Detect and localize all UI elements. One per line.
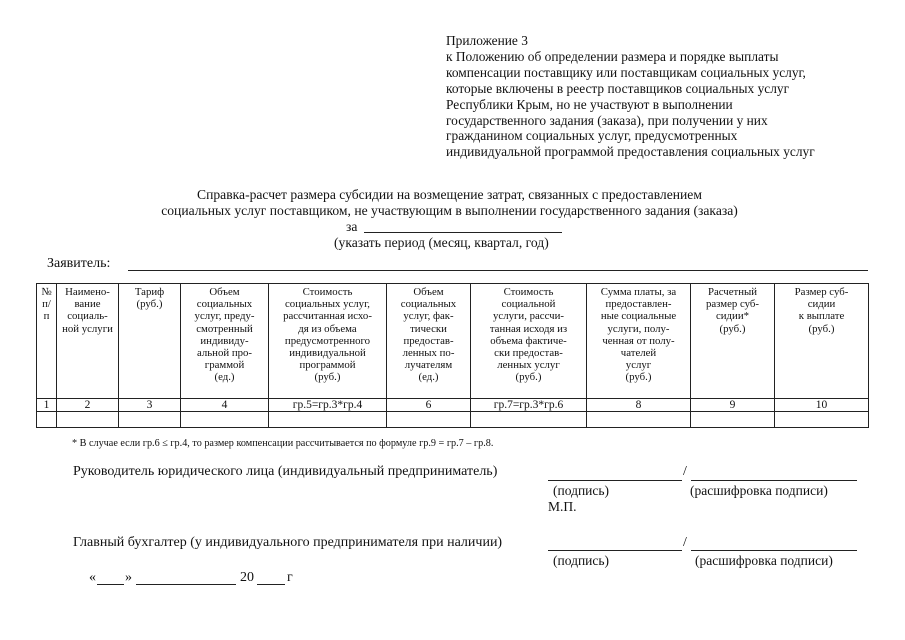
header-cell-planned-volume: Объем социальных услуг, преду- смотренный индивиду- альной про- граммой (ед.) [181, 284, 269, 399]
date-year-suffix: г [287, 570, 293, 585]
table-header-row [37, 284, 869, 399]
column-number: 6 [387, 399, 471, 412]
empty-cell[interactable] [57, 412, 119, 428]
appendix-line: компенсации поставщику или поставщикам социальных услуг, [446, 64, 806, 80]
empty-cell[interactable] [181, 412, 269, 428]
date-open-quote: « [89, 570, 96, 585]
date-day-field[interactable] [97, 584, 124, 585]
header-cell-service-name: Наимено- вание социаль- ной услуги [57, 284, 119, 399]
header-cell-estimated-subsidy: Расчетный размер суб- сидии* (руб.) [691, 284, 775, 399]
period-field[interactable] [364, 232, 562, 233]
empty-cell[interactable] [471, 412, 587, 428]
footnote: * В случае если гр.6 ≤ гр.4, то размер компенсации рассчитывается по формуле гр.9 = гр.7 – гр.8. [72, 438, 494, 449]
column-number: 2 [57, 399, 119, 412]
accountant-label: Главный бухгалтер (у индивидуального предпринимателя при наличии) [73, 535, 503, 550]
column-number: 10 [775, 399, 869, 412]
empty-cell[interactable] [775, 412, 869, 428]
date-year-prefix: 20 [240, 570, 254, 585]
appendix-line: к Положению об определении размера и порядке выплаты [446, 48, 779, 64]
header-cell-actual-volume: Объем социальных услуг, фак- тически предостав- ленных по- лучателям (ед.) [387, 284, 471, 399]
date-close-quote: » [125, 570, 132, 585]
date-month-field[interactable] [136, 584, 236, 585]
accountant-separator: / [683, 535, 687, 550]
appendix-line: гражданином социальных услуг, предусмотренных [446, 128, 738, 144]
accountant-signature-hint: (подпись) [553, 553, 610, 568]
applicant-field[interactable] [128, 270, 868, 271]
table-row [37, 412, 869, 428]
empty-cell[interactable] [119, 412, 181, 428]
header-cell-tariff: Тариф (руб.) [119, 284, 181, 399]
header-cell-actual-cost: Стоимость социальной услуги, рассчи- танная исходя из объема фактиче- ски предостав- ленных услуг (руб.) [471, 284, 587, 399]
document-title-line2: социальных услуг поставщиком, не участвующим в выполнении государственного задания (заказа) [161, 203, 738, 218]
head-decoding-hint: (расшифровка подписи) [690, 483, 828, 498]
document-title-line1: Справка-расчет размера субсидии на возмещение затрат, связанных с предоставлением [197, 187, 702, 202]
column-number: 3 [119, 399, 181, 412]
column-number: гр.7=гр.3*гр.6 [471, 399, 587, 412]
empty-cell[interactable] [387, 412, 471, 428]
date-year-field[interactable] [257, 584, 285, 585]
appendix-line: Республики Крым, но не участвуют в выполнении [446, 96, 733, 112]
column-number: 1 [37, 399, 57, 412]
empty-cell[interactable] [587, 412, 691, 428]
head-label: Руководитель юридического лица (индивидуальный предприниматель) [73, 464, 498, 479]
column-number: 8 [587, 399, 691, 412]
stamp-label: М.П. [548, 499, 577, 514]
header-cell-subsidy-payable: Размер суб- сидии к выплате (руб.) [775, 284, 869, 399]
appendix-line: государственного задания (заказа), при получении у них [446, 112, 768, 128]
accountant-decoding-hint: (расшифровка подписи) [695, 553, 833, 568]
period-hint: (указать период (месяц, квартал, год) [334, 235, 549, 250]
applicant-label: Заявитель: [47, 256, 111, 271]
appendix-header [446, 33, 886, 160]
head-decoding-field[interactable] [691, 480, 857, 481]
column-number: гр.5=гр.3*гр.4 [269, 399, 387, 412]
period-prefix: за [346, 219, 358, 234]
empty-cell[interactable] [691, 412, 775, 428]
appendix-line: Приложение 3 [446, 33, 528, 48]
appendix-line: индивидуальной программой предоставления социальных услуг [446, 144, 815, 160]
head-signature-field[interactable] [548, 480, 682, 481]
header-cell-number: № п/ п [37, 284, 57, 399]
subsidy-table [36, 283, 869, 428]
empty-cell[interactable] [37, 412, 57, 428]
column-number: 9 [691, 399, 775, 412]
header-cell-planned-cost: Стоимость социальных услуг, рассчитанная исхо- дя из объема предусмотренного индивидуальной программой (руб.) [269, 284, 387, 399]
appendix-line: которые включены в реестр поставщиков социальных услуг [446, 80, 790, 96]
head-separator: / [683, 464, 687, 479]
head-signature-hint: (подпись) [553, 483, 610, 498]
column-number: 4 [181, 399, 269, 412]
header-cell-payment-received: Сумма платы, за предоставлен- ные социальные услуги, полу- ченная от полу- чателей услуг (руб.) [587, 284, 691, 399]
accountant-signature-field[interactable] [548, 550, 682, 551]
empty-cell[interactable] [269, 412, 387, 428]
accountant-decoding-field[interactable] [691, 550, 857, 551]
column-number-row [37, 399, 869, 412]
